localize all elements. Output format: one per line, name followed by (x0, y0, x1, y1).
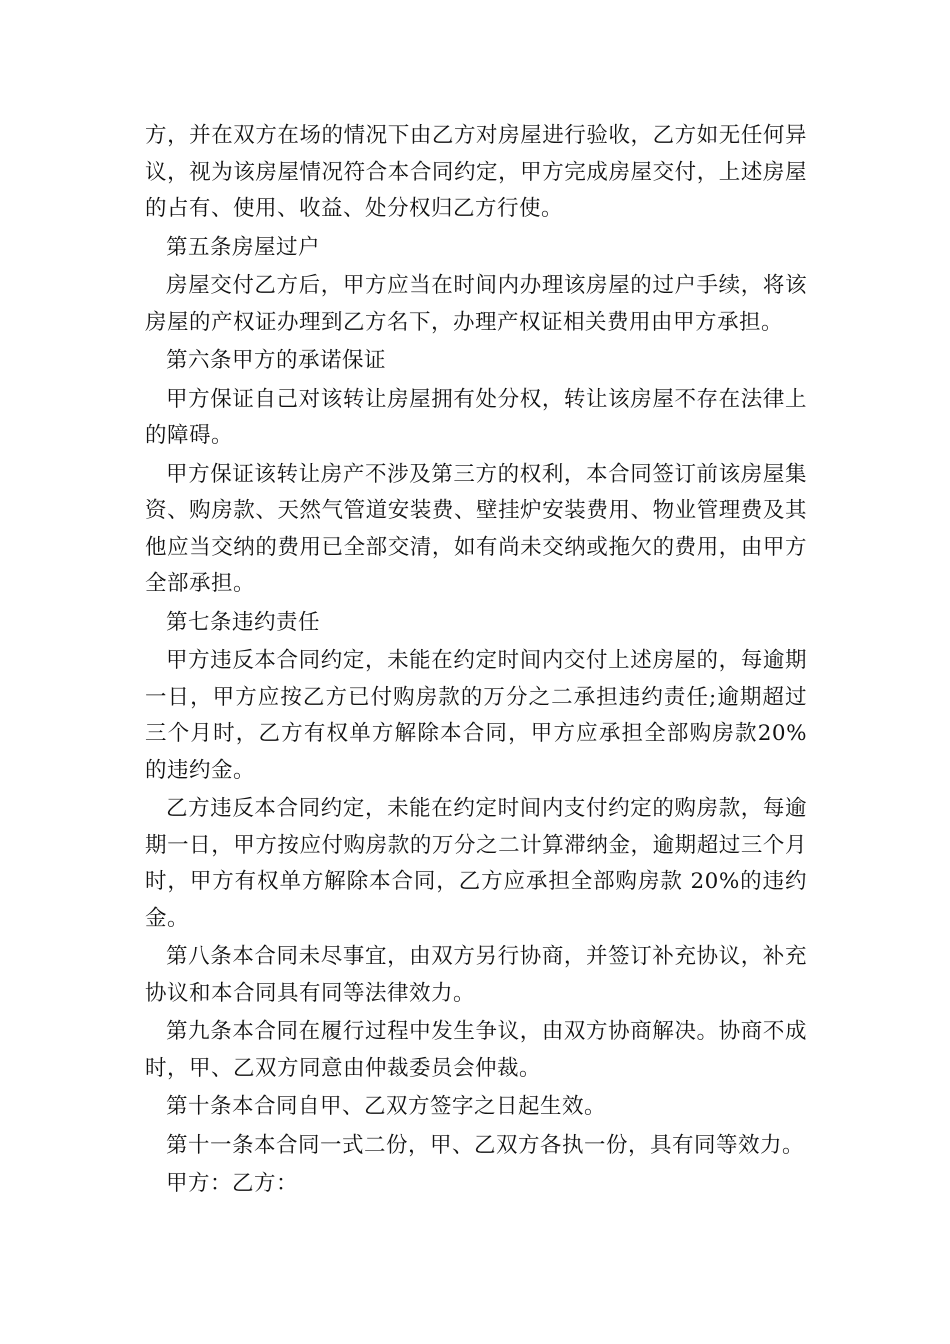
article-8: 第八条本合同未尽事宜，由双方另行协商，并签订补充协议，补充协议和本合同具有同等法律效力。 (145, 944, 807, 1006)
article-10: 第十条本合同自甲、乙双方签字之日起生效。 (166, 1094, 607, 1119)
paragraph-breach-party-a: 甲方违反本合同约定，未能在约定时间内交付上述房屋的，每逾期一日，甲方应按乙方已付购房款的万分之二承担违约责任;逾期超过三个月时，乙方有权单方解除本合同，甲方应承担全部购房款20%的违约金。 (145, 648, 807, 783)
article-5-heading: 第五条房屋过户 (166, 234, 321, 260)
paragraph-breach-party-b: 乙方违反本合同约定，未能在约定时间内支付约定的购房款，每逾期一日，甲方按应付购房款的万分之二计算滞纳金，逾期超过三个月时，甲方有权单方解除本合同，乙方应承担全部购房款 20%的违约金。 (145, 796, 807, 931)
paragraph-delivery-continued: 方，并在双方在场的情况下由乙方对房屋进行验收，乙方如无任何异议，视为该房屋情况符合本合同约定，甲方完成房屋交付，上述房屋的占有、使用、收益、处分权归乙方行使。 (145, 123, 807, 221)
article-7-heading: 第七条违约责任 (166, 609, 321, 635)
document-page (145, 118, 807, 1205)
article-11: 第十一条本合同一式二份，甲、乙双方各执一份，具有同等效力。 (166, 1132, 805, 1158)
article-9: 第九条本合同在履行过程中发生争议，由双方协商解决。协商不成时，甲、乙双方同意由仲裁委员会仲裁。 (145, 1019, 807, 1081)
article-6-heading: 第六条甲方的承诺保证 (166, 348, 387, 373)
signature-line: 甲方：乙方： (166, 1171, 299, 1196)
paragraph-guarantee-1: 甲方保证自己对该转让房屋拥有处分权，转让该房屋不存在法律上的障碍。 (145, 386, 807, 448)
paragraph-guarantee-2: 甲方保证该转让房产不涉及第三方的权利，本合同签订前该房屋集资、购房款、天然气管道安装费、壁挂炉安装费用、物业管理费及其他应当交纳的费用已全部交清，如有尚未交纳或拖欠的费用，由甲方全部承担。 (145, 461, 807, 596)
paragraph-transfer: 房屋交付乙方后，甲方应当在时间内办理该房屋的过户手续，将该房屋的产权证办理到乙方名下，办理产权证相关费用由甲方承担。 (145, 273, 807, 335)
